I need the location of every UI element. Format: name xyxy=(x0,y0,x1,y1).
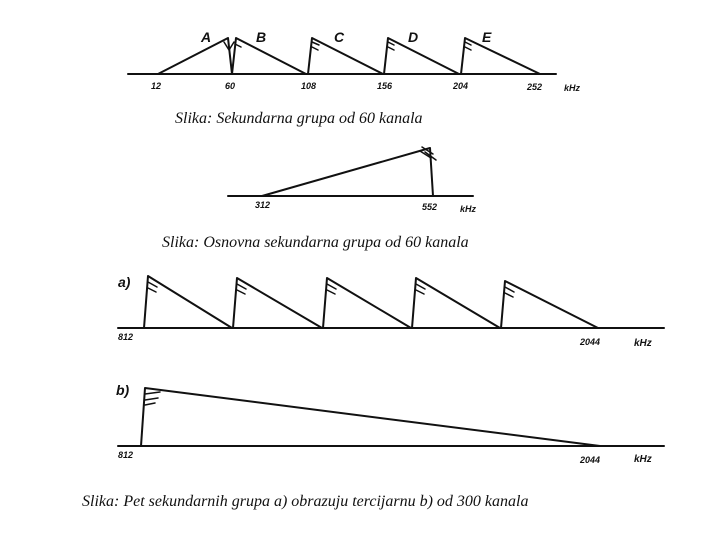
fig3a-unit: kHz xyxy=(634,338,652,349)
fig1-group-e-triangle xyxy=(461,38,540,74)
fig3-label-a: a) xyxy=(118,274,131,290)
fig1-tick-60: 60 xyxy=(225,81,236,91)
fig1-label-b: B xyxy=(256,29,267,45)
fig1-tick-12: 12 xyxy=(151,81,162,91)
fig1-label-d: D xyxy=(408,29,419,45)
fig3b-tick-2044: 2044 xyxy=(580,455,601,465)
fig1-group-d-triangle xyxy=(384,38,459,74)
fig1-group-b-triangle xyxy=(232,38,306,74)
fig3a-group-4-triangle xyxy=(412,278,500,328)
fig3a-group-3-triangle xyxy=(323,278,411,328)
fig3a-tick-812: 812 xyxy=(118,332,134,342)
fig1-tick-156: 156 xyxy=(377,81,393,91)
fig1-label-c: C xyxy=(334,29,345,45)
fig1-group-a-triangle xyxy=(158,38,232,74)
fig3b-pilot-marks xyxy=(145,392,160,405)
fig2-unit: kHz xyxy=(460,204,477,214)
fig2-tick-312: 312 xyxy=(255,200,271,210)
fig1-label-e: E xyxy=(482,29,492,45)
fig3a-pilot-marks xyxy=(148,282,514,297)
fig3-label-b: b) xyxy=(116,382,130,398)
fig2-group-triangle xyxy=(262,148,433,196)
fig3b-tick-812: 812 xyxy=(118,450,134,460)
fig1-unit: kHz xyxy=(564,83,581,93)
fig3a-group-2-triangle xyxy=(233,278,322,328)
fig1-label-a: A xyxy=(201,29,212,45)
fig3a-group-1-triangle xyxy=(144,276,232,328)
fig3b-group-triangle xyxy=(141,388,600,446)
fig3a-group-5-triangle xyxy=(501,281,598,328)
caption-secondary-group: Slika: Sekundarna grupa od 60 kanala xyxy=(175,110,423,127)
caption-basic-secondary-group: Slika: Osnovna sekundarna grupa od 60 kanala xyxy=(162,234,469,251)
fig1-group-c-triangle xyxy=(308,38,383,74)
fig2-tick-552: 552 xyxy=(422,202,438,212)
fig1-tick-252: 252 xyxy=(527,82,543,92)
caption-tertiary-group: Slika: Pet sekundarnih grupa a) obrazuju tercijarnu b) od 300 kanala xyxy=(82,493,529,510)
fig1-tick-108: 108 xyxy=(301,81,317,91)
fig3a-tick-2044: 2044 xyxy=(580,337,601,347)
fig3b-unit: kHz xyxy=(634,454,652,465)
fig1-tick-204: 204 xyxy=(453,81,469,91)
